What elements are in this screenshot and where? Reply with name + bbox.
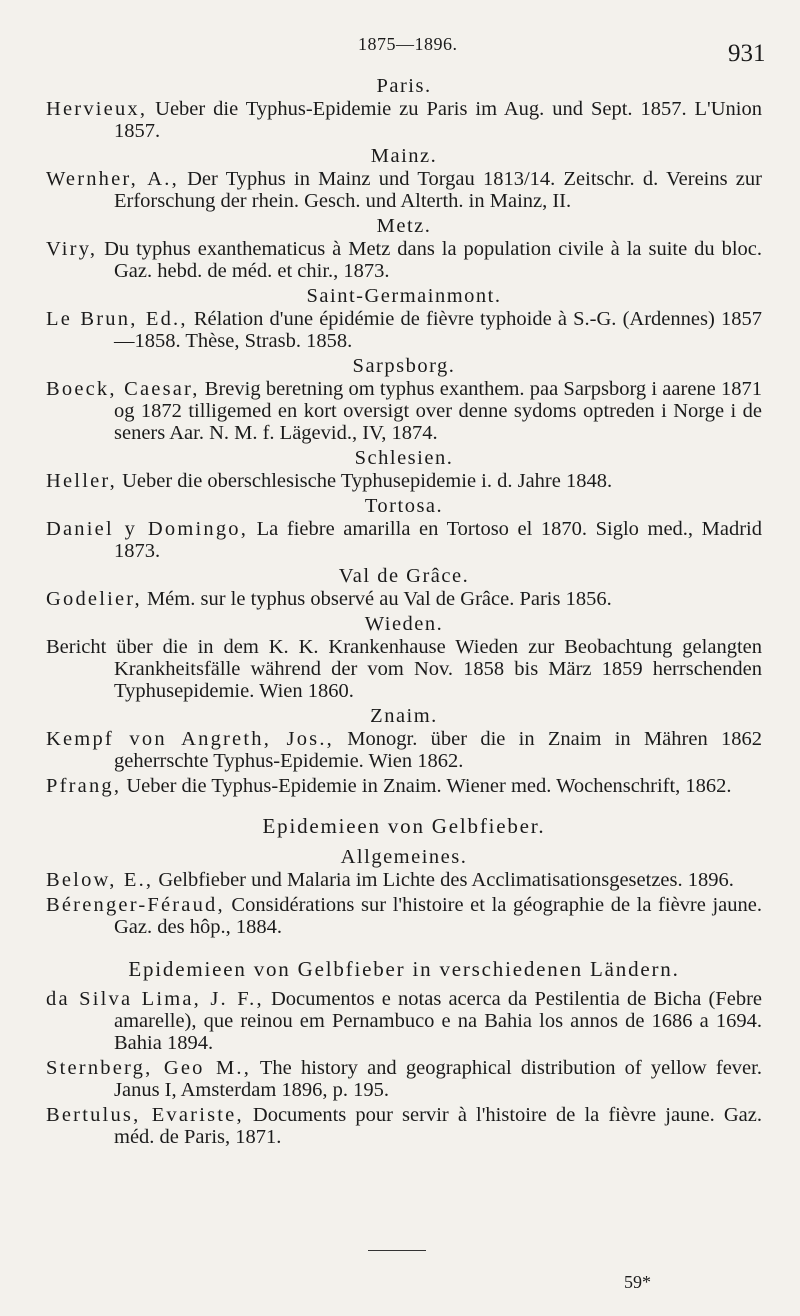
entry-text: Ueber die Typhus-Epidemie zu Paris im Aug. und Sept. 1857. L'Union 1857. bbox=[114, 98, 762, 142]
entry-text: The history and geographical distribution of yellow fever. Janus I, Amsterdam 1896, p. 195. bbox=[114, 1057, 762, 1101]
entry-text: Der Typhus in Mainz und Torgau 1813/14. Zeitschr. d. Vereins zur Erforschung der rhein. Gesch. und Alterth. in Mainz, II. bbox=[114, 168, 762, 212]
bibliography-entry bbox=[46, 168, 762, 212]
general-heading: Allgemeines. bbox=[340, 846, 468, 868]
signature-mark: 59* bbox=[624, 1272, 651, 1292]
entry-text: La fiebre amarilla en Tortoso el 1870. Siglo med., Madrid 1873. bbox=[114, 518, 762, 562]
entry-text: Brevig beretning om typhus exanthem. paa Sarpsborg i aarene 1871 og 1872 tilligemed en kort oversigt over denne sydoms optreden i Norge i de seners Aar. N. M. f. Lägevid., IV, 1874. bbox=[114, 378, 762, 444]
entry-author: Hervieux, bbox=[46, 98, 148, 120]
bibliography-entry bbox=[46, 518, 762, 562]
footer-rule bbox=[368, 1250, 426, 1251]
city-sections bbox=[46, 75, 762, 797]
entry-author: Wernher, A., bbox=[46, 168, 179, 190]
entry-author: Heller, bbox=[46, 470, 117, 492]
entry-author: da Silva Lima, J. F., bbox=[46, 988, 264, 1010]
entry-author: Boeck, Caesar, bbox=[46, 378, 200, 400]
section-heading: Paris. bbox=[376, 75, 432, 97]
bibliography-entry bbox=[46, 470, 762, 492]
bibliography-entry bbox=[46, 588, 762, 610]
entry-author: Kempf von Angreth, Jos., bbox=[46, 728, 334, 750]
entry-text: Considérations sur l'histoire et la géographie de la fièvre jaune. Gaz. des hôp., 1884. bbox=[114, 894, 762, 938]
entry-text: Du typhus exanthematicus à Metz dans la population civile à la suite du bloc. Gaz. hebd. de méd. et chir., 1873. bbox=[97, 238, 762, 282]
bibliography-entry bbox=[46, 1057, 762, 1101]
entry-text: Documents pour servir à l'histoire de la fièvre jaune. Gaz. méd. de Paris, 1871. bbox=[114, 1104, 763, 1148]
entry-text: Mém. sur le typhus observé au Val de Grâce. Paris 1856. bbox=[141, 588, 612, 610]
countries-entries bbox=[46, 988, 762, 1148]
bibliography-entry bbox=[46, 775, 762, 797]
running-header bbox=[0, 30, 800, 70]
entry-author: Bérenger-Féraud, bbox=[46, 894, 225, 916]
entry-author: Pfrang, bbox=[46, 775, 122, 797]
bibliography-entry bbox=[46, 238, 762, 282]
bibliography-entry bbox=[46, 378, 762, 444]
section-heading: Wieden. bbox=[364, 613, 444, 635]
entry-text: Bericht über die in dem K. K. Krankenhause Wieden zur Beobachtung gelangten Krankheitsfälle während der vom Nov. 1858 bis März 1859 herrschenden Typhusepidemie. Wien 1860. bbox=[46, 636, 762, 702]
section-heading: Metz. bbox=[376, 215, 432, 237]
bibliography-entry bbox=[46, 308, 762, 352]
entry-author: Godelier, bbox=[46, 588, 142, 610]
bibliography-entry bbox=[46, 869, 762, 891]
bibliography-entry bbox=[46, 636, 762, 702]
entry-author: Bertulus, Evariste, bbox=[46, 1104, 244, 1126]
entry-text: Monogr. über die in Znaim in Mähren 1862 geherrschte Typhus-Epidemie. Wien 1862. bbox=[114, 728, 762, 772]
page-number: 931 bbox=[728, 40, 766, 67]
section-heading: Tortosa. bbox=[364, 495, 444, 517]
entry-text: Ueber die Typhus-Epidemie in Znaim. Wiener med. Wochenschrift, 1862. bbox=[121, 775, 732, 797]
entry-author: Le Brun, Ed., bbox=[46, 308, 188, 330]
entry-author: Daniel y Domingo, bbox=[46, 518, 249, 540]
bibliography-entry bbox=[46, 728, 762, 772]
entry-author: Viry, bbox=[46, 238, 98, 260]
entry-text: Documentos e notas acerca da Pestilentia de Bicha (Febre amarelle), que reinou em Pernambuco e na Bahia los annos de 1686 a 1694. Bahia 1894. bbox=[114, 988, 762, 1054]
yellow-fever-title: Epidemieen von Gelbfieber. bbox=[262, 814, 546, 838]
entry-text: Rélation d'une épidémie de fièvre typhoide à S.-G. (Ardennes) 1857—1858. Thèse, Strasb. 1858. bbox=[114, 308, 762, 352]
bibliography-entry bbox=[46, 1104, 762, 1148]
entry-text: Gelbfieber und Malaria im Lichte des Acclimatisationsgesetzes. 1896. bbox=[153, 869, 734, 891]
bibliography-entry bbox=[46, 894, 762, 938]
section-heading: Schlesien. bbox=[354, 447, 454, 469]
entry-author: Below, E., bbox=[46, 869, 154, 891]
general-entries bbox=[46, 869, 762, 938]
section-heading: Saint-Germainmont. bbox=[306, 285, 502, 307]
section-heading: Sarpsborg. bbox=[352, 355, 456, 377]
year-range: 1875—1896. bbox=[358, 34, 458, 54]
countries-title: Epidemieen von Gelbfieber in verschiedenen Ländern. bbox=[128, 957, 680, 981]
bibliography-content bbox=[46, 72, 762, 1151]
bibliography-entry bbox=[46, 98, 762, 142]
bibliography-entry bbox=[46, 988, 762, 1054]
section-heading: Mainz. bbox=[370, 145, 438, 167]
entry-author: Sternberg, Geo M., bbox=[46, 1057, 252, 1079]
entry-text: Ueber die oberschlesische Typhusepidemie i. d. Jahre 1848. bbox=[116, 470, 613, 492]
section-heading: Znaim. bbox=[370, 705, 438, 727]
section-heading: Val de Grâce. bbox=[338, 565, 470, 587]
